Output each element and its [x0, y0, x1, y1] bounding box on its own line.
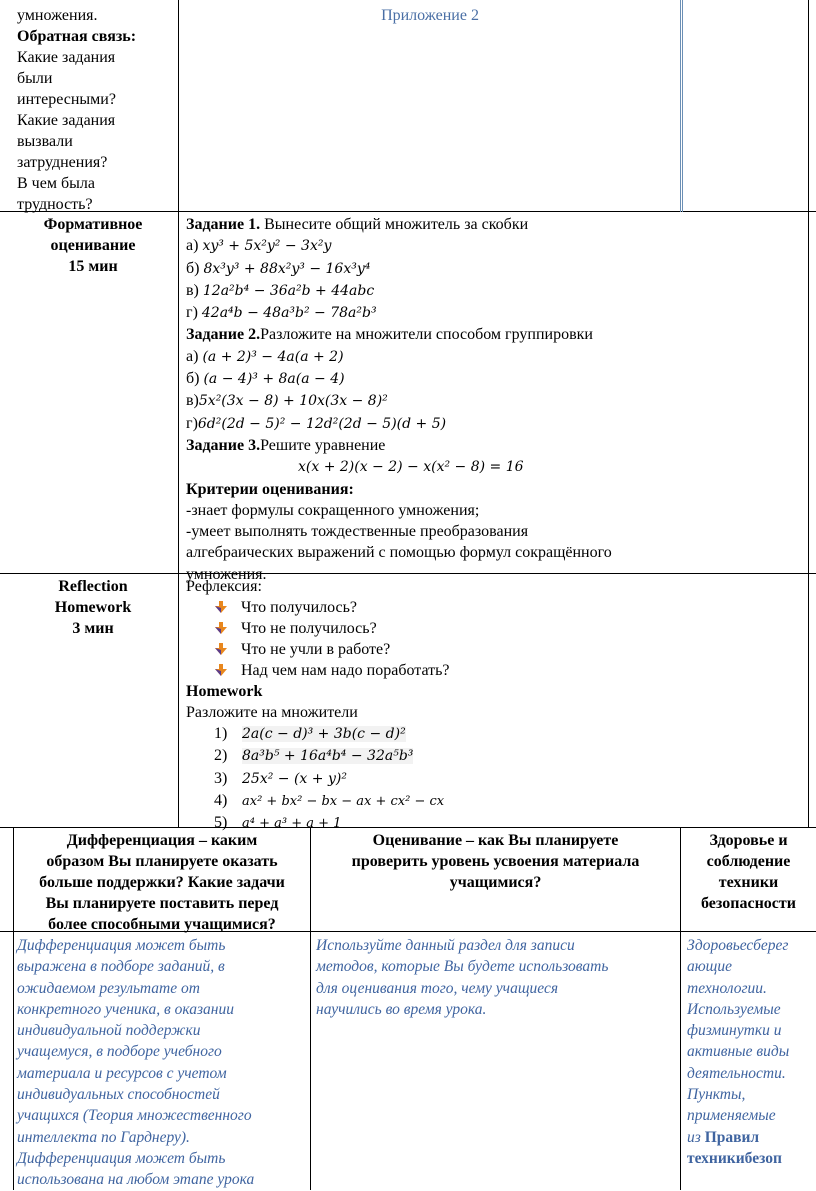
bullet-arrow-icon — [215, 601, 227, 613]
stage-duration: 15 мин — [68, 258, 118, 275]
task1-item: б) 8x³y³ + 88x²y³ − 16x³y⁴ — [186, 259, 371, 277]
differentiation-text: Дифференциация может быть выражена в подборе заданий, в ожидаемом результате от конкретного ученика, в оказании индивидуальной поддержки учащемуся, в подборе учебного материала и ресурсов с учетом индивидуальных способностей учащихся (Теория множественного интеллекта по Гарднеру). Дифференциация может быть использована на любом этапе урока — [17, 937, 255, 1189]
homework-item: 2) 8a³b⁵ + 16a⁴b⁴ − 32a⁵b³ — [214, 747, 414, 765]
task2-item: г)6d²(2d − 5)² − 12d²(2d − 5)(d + 5) — [186, 414, 447, 432]
reflection-question: Над чем нам надо поработать? — [186, 660, 806, 681]
homework-item: 1) 2a(c − d)³ + 3b(c − d)² — [214, 725, 406, 742]
safety-header: Здоровье и соблюдение техники безопасности — [701, 832, 796, 912]
assessment-text: Используйте данный раздел для записи методов, которые Вы будете использовать для оценивания того, чему учащиеся научились во время урока. — [316, 937, 609, 1018]
homework-text: Разложите на множители — [186, 704, 358, 721]
task3-equation: x(x + 2)(x − 2) − x(x² − 8) = 16 — [298, 459, 524, 476]
bullet-arrow-icon — [215, 622, 227, 634]
bullet-arrow-icon — [215, 664, 227, 676]
stage-line: Формативное — [43, 216, 143, 233]
formative-content — [186, 214, 806, 585]
task1-item: а) xy³ + 5x²y² − 3x²y — [186, 237, 332, 255]
homework-item: 5) a⁴ + a³ + a + 1 — [214, 814, 342, 832]
stage-duration: 3 мин — [72, 620, 114, 637]
column-divider — [680, 0, 683, 212]
task1-text: Вынесите общий множитель за скобки — [260, 216, 529, 233]
feedback-cell — [17, 5, 177, 215]
cut-line: умножения. — [17, 7, 98, 24]
feedback-title: Обратная связь: — [17, 28, 137, 45]
feedback-question: затруднения? — [17, 154, 108, 171]
differentiation-header: Дифференциация – каким образом Вы планируете оказать больше поддержки? Какие задачи Вы планируете поставить перед более способными учащимися? — [39, 832, 285, 933]
stage-reflection — [10, 576, 176, 639]
reflection-question: Что не получилось? — [186, 618, 806, 639]
task3-title: Задание 3. — [186, 436, 261, 454]
column-divider — [808, 0, 809, 828]
criteria-title: Критерии оценивания: — [186, 480, 354, 498]
safety-text: Здоровьесберег ающие технологии. Используемые физминутки и активные виды деятельности. Пункты, применяемые из Правил техникибезоп — [687, 937, 790, 1167]
feedback-question: интересными? — [17, 91, 116, 108]
criteria-item: -знает формулы сокращенного умножения; — [186, 501, 480, 519]
criteria-item: -умеет выполнять тождественные преобразования — [186, 523, 529, 541]
feedback-question: трудность? — [17, 196, 93, 213]
task2-text: Разложите на множители способом группировки — [260, 326, 593, 344]
appendix-label: Приложение 2 — [381, 7, 479, 24]
task1-title: Задание 1. — [186, 216, 261, 233]
stage-formative — [10, 214, 176, 277]
task1-item: в) 12a²b⁴ − 36a²b + 44abc — [186, 281, 375, 299]
homework-item: 3) 25x² − (x + y)² — [214, 769, 347, 787]
homework-item: 4) ax² + bx² − bx − ax + cx² − cx — [214, 791, 445, 809]
feedback-question: В чем была — [17, 175, 95, 192]
task2-item: а) (a + 2)³ − 4a(a + 2) — [186, 347, 344, 365]
reflection-title: Рефлексия: — [186, 578, 262, 595]
reflection-question: Что не учли в работе? — [186, 639, 806, 660]
reflection-content — [186, 576, 806, 834]
task2-item: в)5x²(3x − 8) + 10x(3x − 8)² — [186, 392, 388, 410]
feedback-question: были — [17, 70, 53, 87]
task3-text: Решите уравнение — [260, 436, 386, 454]
criteria-item: умножения. — [186, 565, 267, 583]
homework-title: Homework — [186, 683, 263, 700]
task2-title: Задание 2. — [186, 326, 261, 344]
reflection-question: Что получилось? — [186, 597, 806, 618]
criteria-item: алгебраических выражений с помощью формул сокращённого — [186, 544, 612, 562]
feedback-question: Какие задания — [17, 112, 116, 129]
feedback-question: вызвали — [17, 133, 73, 150]
assessment-header: Оценивание – как Вы планируете проверить уровень усвоения материала учащимися? — [351, 832, 640, 891]
bullet-arrow-icon — [215, 643, 227, 655]
task2-item: б) (a − 4)³ + 8a(a − 4) — [186, 370, 345, 388]
feedback-question: Какие задания — [17, 49, 116, 66]
stage-line: оценивание — [50, 237, 136, 254]
task1-item: г) 42a⁴b − 48a³b² − 78a²b³ — [186, 304, 377, 322]
stage-line: Reflection — [58, 578, 128, 595]
column-divider — [178, 0, 179, 828]
stage-line: Homework — [54, 599, 132, 616]
